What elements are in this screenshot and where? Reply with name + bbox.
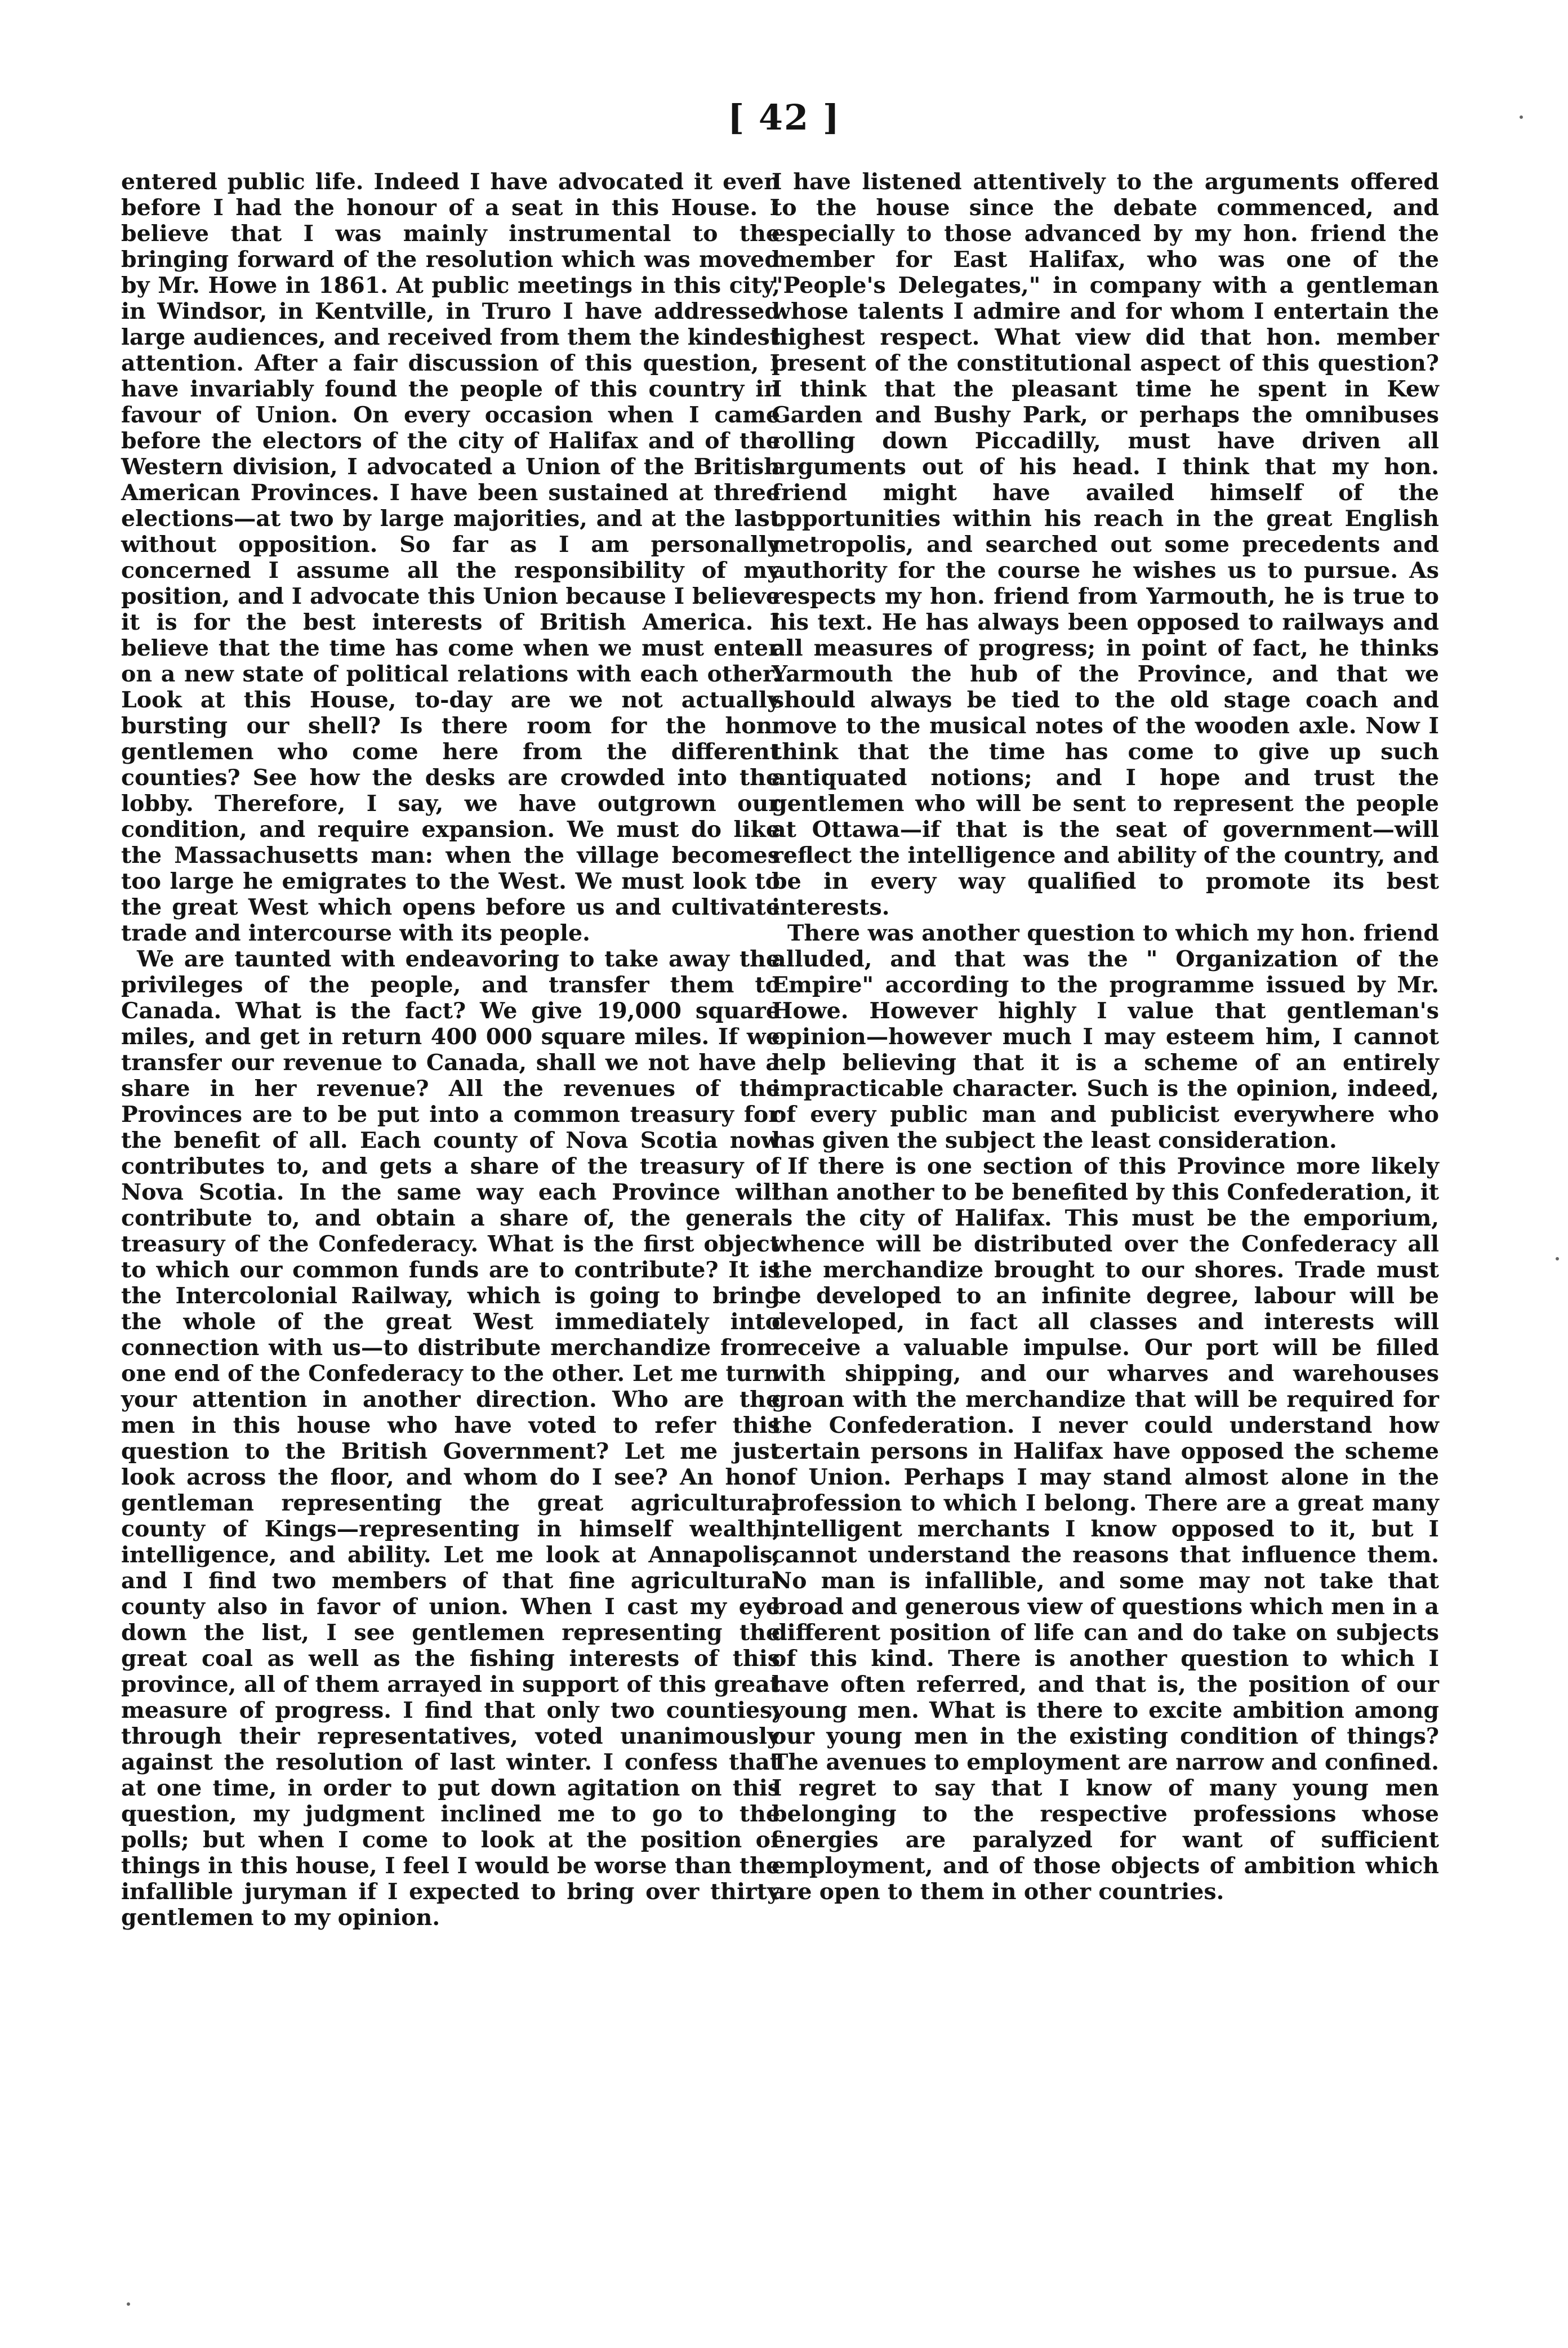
body-paragraph: I have listened attentively to the arguments offered to the house since the debate commenced, and especially to those advanced by my hon. friend the member for East Halifax, who was one of the "People's Delegates," in company with a gentleman whose talents I admire and for whom I entertain the highest respect. What view did that hon. member present of the constitutional aspect of this question? I think that the pleasant time he spent in Kew Garden and Bushy Park, or perhaps the omnibuses rolling down Piccadilly, must have driven all arguments out of his head. I think that my hon. friend might have availed himself of the opportunities within his reach in the great English metropolis, and searched out some precedents and authority for the course he wishes us to pursue. As respects my hon. friend from Yarmouth, he is true to his text. He has always been opposed to railways and all measures of progress; in point of fact, he thinks Yarmouth the hub of the Province, and that we should always be tied to the old stage coach and move to the musical notes of the wooden axle. Now I think that the time has come to give up such antiquated notions; and I hope and trust the gentlemen who will be sent to represent the people at Ottawa—if that is the seat of government—will reflect the intelligence and ability of the country, and be in every way qualified to promote its best interests. (772, 169, 1439, 920)
page-number: [ 42 ] (727, 97, 841, 138)
body-paragraph: entered public life. Indeed I have advocated it even before I had the honour of a seat in this House. I believe that I was mainly instrumental to the bringing forward of the resolution which was moved by Mr. Howe in 1861. At public meetings in this city, in Windsor, in Kentville, in Truro I have addressed large audiences, and received from them the kindest attention. After a fair discussion of this question, I have invariably found the people of this country in favour of Union. On every occasion when I came before the electors of the city of Halifax and of the Western division, I advocated a Union of the British American Provinces. I have been sustained at three elections—at two by large majorities, and at the last without opposition. So far as I am personally concerned I assume all the responsibility of my position, and I advocate this Union because I believe it is for the best interests of British America. I believe that the time has come when we must enter on a new state of political relations with each other. Look at this House, to-day are we not actually bursting our shell? Is there room for the hon. gentlemen who come here from the different counties? See how the desks are crowded into the lobby. Therefore, I say, we have outgrown our condition, and require expansion. We must do like the Massachusetts man: when the village becomes too large he emigrates to the West. We must look to the great West which opens before us and cultivate trade and intercourse with its people. (121, 169, 780, 946)
paper-speck (127, 2302, 130, 2306)
paper-speck (1520, 115, 1523, 119)
paper-speck (1556, 1257, 1559, 1260)
body-paragraph: If there is one section of this Province more likely than another to be benefited by this Confederation, it is the city of Halifax. This must be the emporium, whence will be distributed over the Confederacy all the merchandize brought to our shores. Trade must be developed to an infinite degree, labour will be developed, in fact all classes and interests will receive a valuable impulse. Our port will be filled with shipping, and our wharves and warehouses groan with the merchandize that will be required for the Confederation. I never could understand how certain persons in Halifax have opposed the scheme of Union. Perhaps I may stand almost alone in the profession to which I belong. There are a great many intelligent merchants I know opposed to it, but I cannot understand the reasons that influence them. No man is infallible, and some may not take that broad and generous view of questions which men in a different position of life can and do take on subjects of this kind. There is another question to which I have often referred, and that is, the position of our young men. What is there to excite ambition among our young men in the existing condition of things? The avenues to employment are narrow and confined. I regret to say that I know of many young men belonging to the respective professions whose energies are paralyzed for want of sufficient employment, and of those objects of ambition which are open to them in other countries. (772, 1153, 1439, 1905)
body-paragraph: We are taunted with endeavoring to take away the privileges of the people, and transfer them to Canada. What is the fact? We give 19,000 square miles, and get in return 400 000 square miles. If we transfer our revenue to Canada, shall we not have a share in her revenue? All the revenues of the Provinces are to be put into a common treasury for the benefit of all. Each county of Nova Scotia now contributes to, and gets a share of the treasury of Nova Scotia. In the same way each Province will contribute to, and obtain a share of, the general treasury of the Confederacy. What is the first object to which our common funds are to contribute? It is the Intercolonial Railway, which is going to bring the whole of the great West immediately into connection with us—to distribute merchandize from one end of the Confederacy to the other. Let me turn your attention in another direction. Who are the men in this house who have voted to refer this question to the British Government? Let me just look across the floor, and whom do I see? An hon. gentleman representing the great agricultural county of Kings—representing in himself wealth, intelligence, and ability. Let me look at Annapolis, and I find two members of that fine agricultural county also in favor of union. When I cast my eye down the list, I see gentlemen representing the great coal as well as the fishing interests of this province, all of them arrayed in support of this great measure of progress. I find that only two counties, through their representatives, voted unanimously against the resolution of last winter. I confess that at one time, in order to put down agitation on this question, my judgment inclined me to go to the polls; but when I come to look at the position of things in this house, I feel I would be worse than the infallible juryman if I expected to bring over thirty gentlemen to my opinion. (121, 946, 780, 1931)
left-column (121, 169, 780, 1931)
right-column (772, 169, 1439, 1905)
body-paragraph: There was another question to which my hon. friend alluded, and that was the " Organization of the Empire" according to the programme issued by Mr. Howe. However highly I value that gentleman's opinion—however much I may esteem him, I cannot help believing that it is a scheme of an entirely impracticable character. Such is the opinion, indeed, of every public man and publicist everywhere who has given the subject the least consideration. (772, 920, 1439, 1153)
